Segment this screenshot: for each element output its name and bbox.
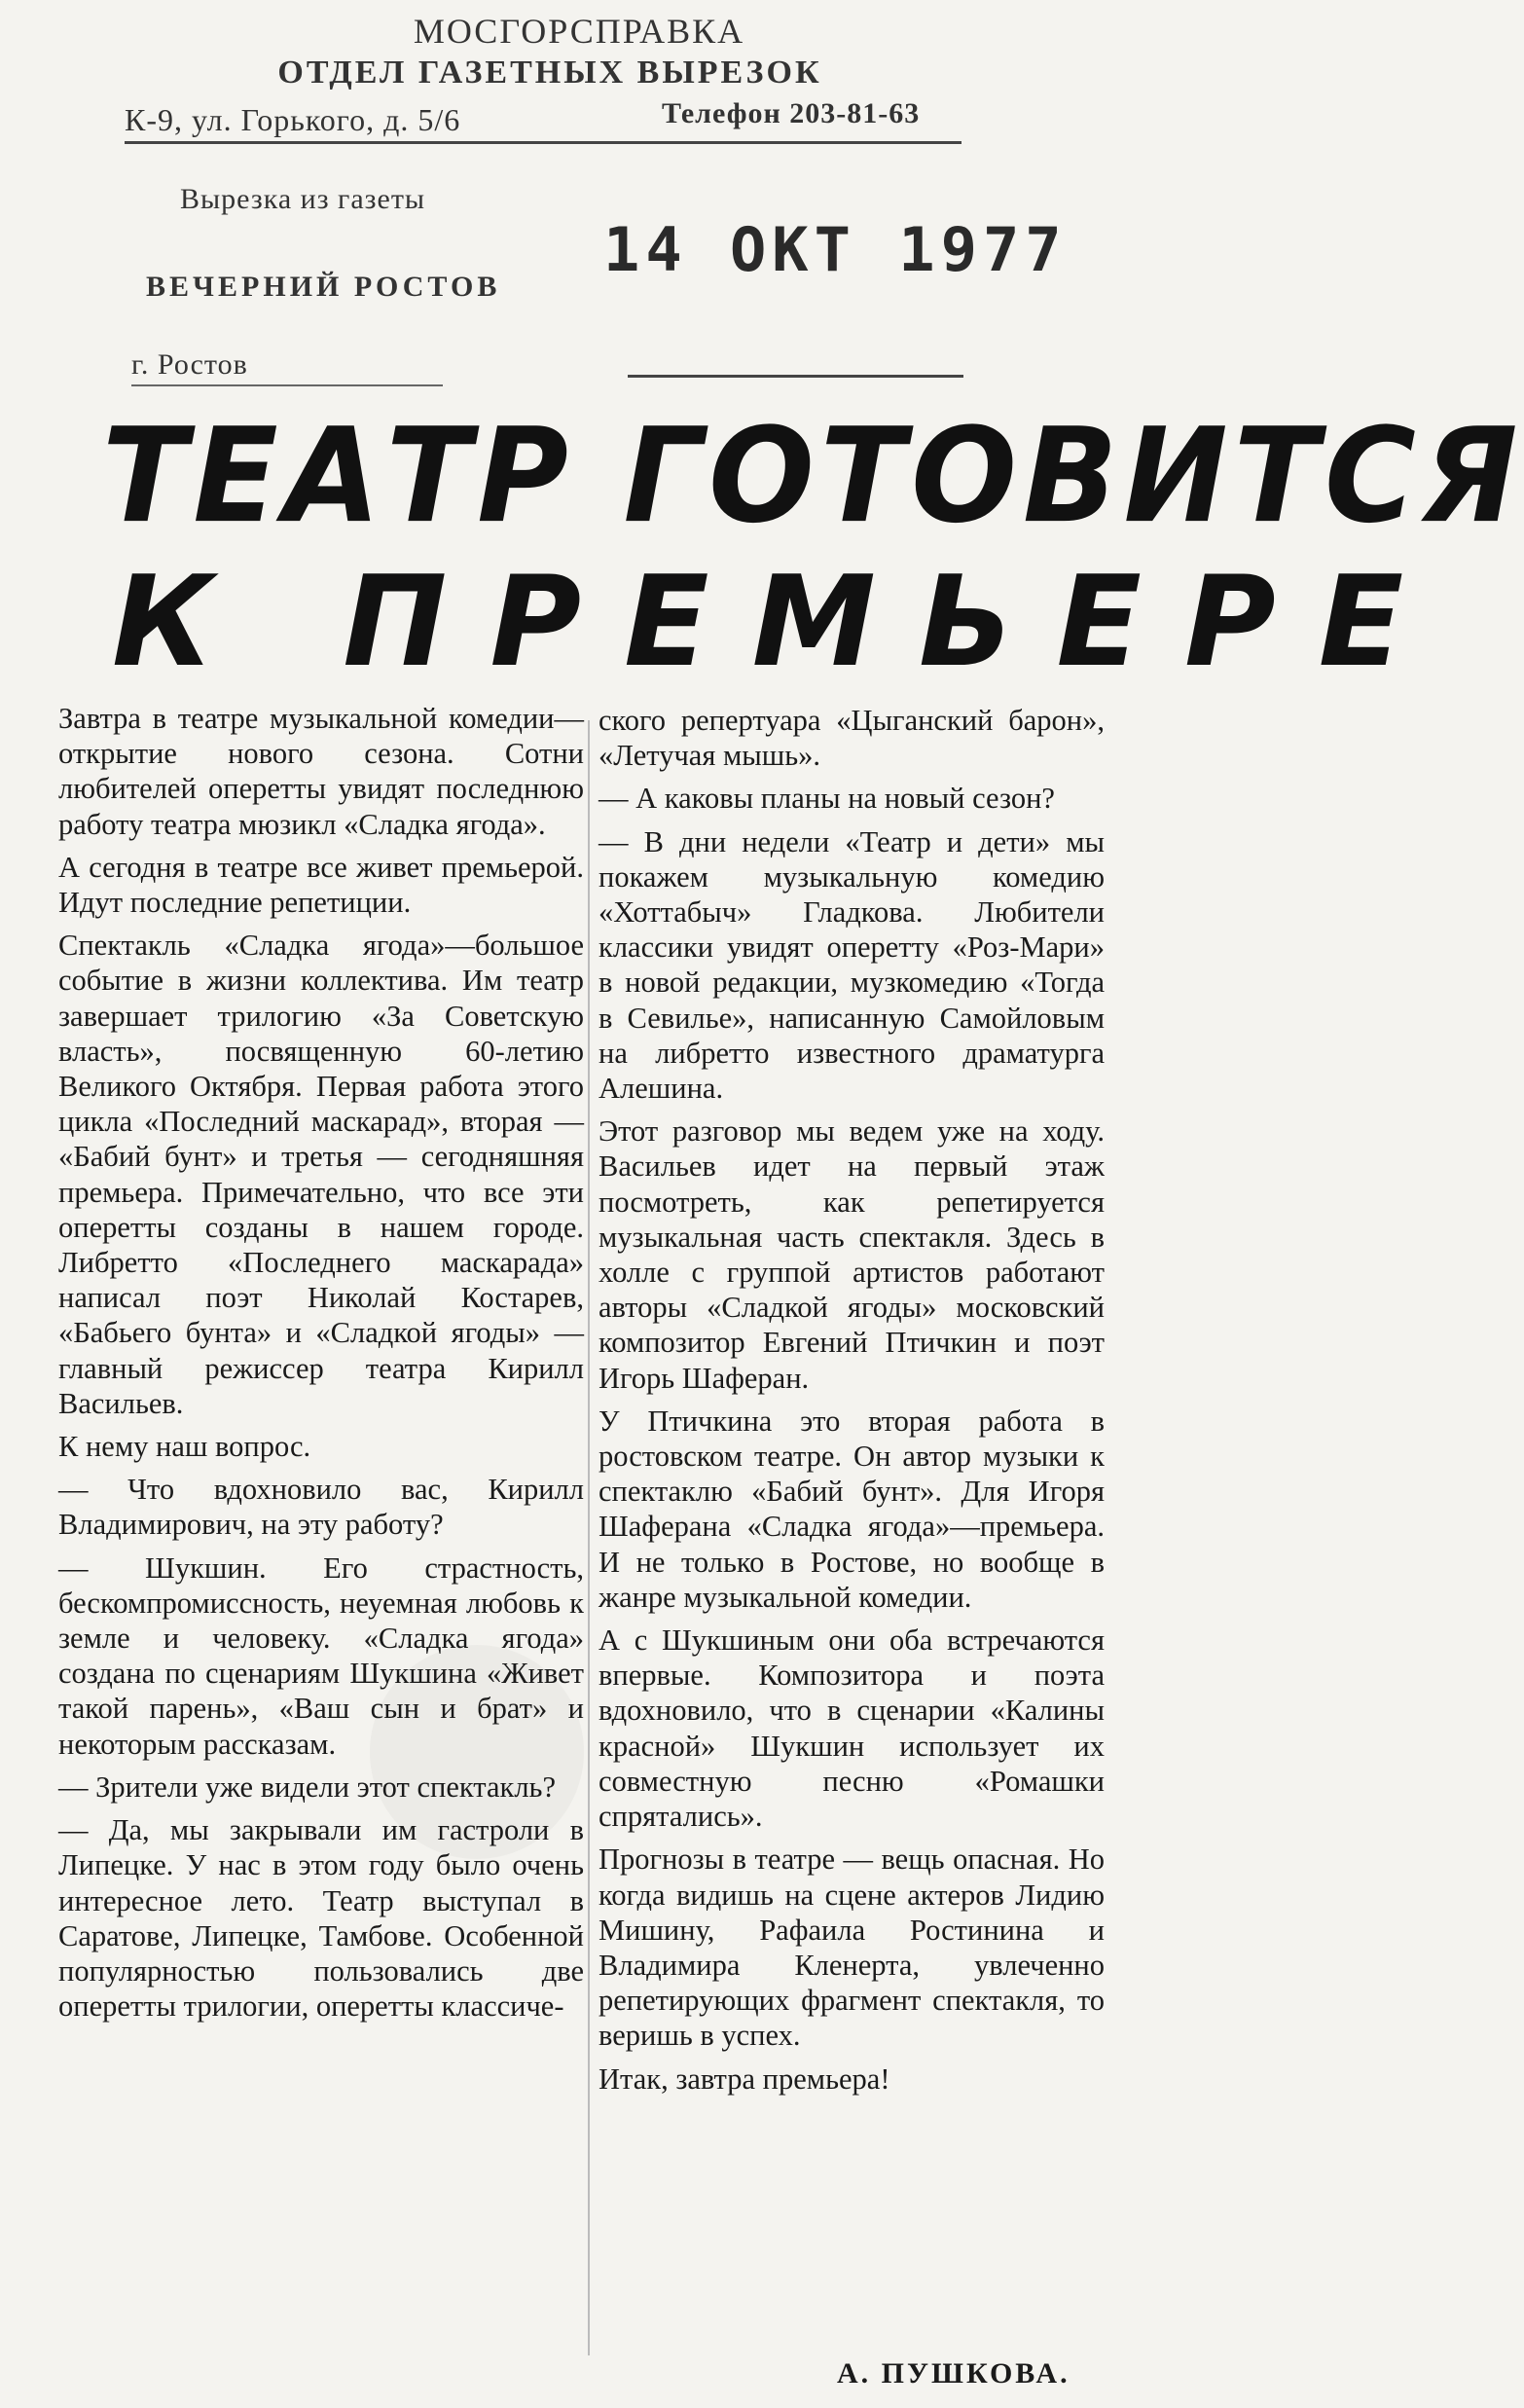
paragraph: Прогнозы в театре — вещь опасная. Но когда видишь на сцене актеров Лидию Мишину, Рафаила Ростинина и Владимира Кленерта, увлеченно репетирующих фрагмент спектакля, то веришь в успех. — [599, 1842, 1105, 2053]
agency-address: К-9, ул. Горького, д. 5/6 — [125, 102, 461, 137]
paragraph: — Что вдохновило вас, Кирилл Владимирович, на эту работу? — [58, 1473, 584, 1542]
department-name: ОТДЕЛ ГАЗЕТНЫХ ВЫРЕЗОК — [277, 55, 822, 91]
headline-line-1: ТЕАТР ГОТОВИТСЯ — [102, 400, 1524, 553]
paragraph: А с Шукшиным они оба встречаются впервые. Композитора и поэта вдохновило, что в сценарии «Калины красной» Шукшин использует их совместную песню «Ромашки спрятались». — [599, 1624, 1105, 1834]
paragraph: — Шукшин. Его страстность, бескомпромиссность, неуемная любовь к земле и человеку. «Сладка ягода» создана по сценариям Шукшина «Живет такой парень», «Ваш сын и брат» и некоторым рассказам. — [58, 1551, 584, 1761]
article-column-right — [599, 703, 1105, 2104]
paragraph: ского репертуара «Цыганский барон», «Летучая мышь». — [599, 704, 1105, 773]
paragraph: — В дни недели «Театр и дети» мы покажем музыкальную комедию «Хоттабыч» Гладкова. Любители классики увидят оперетту «Роз-Мари» в новой редакции, музкомедию «Тогда в Севилье», написанную Самойловым на либретто известного драматурга Алешина. — [599, 824, 1105, 1106]
paragraph: К нему наш вопрос. — [58, 1430, 311, 1464]
paragraph: — Зрители уже видели этот спектакль? — [58, 1770, 556, 1804]
article-column-left — [58, 701, 584, 2031]
agency-phone: Телефон 203-81-63 — [662, 97, 921, 129]
header-rule — [125, 141, 962, 144]
clipping-header — [0, 0, 1145, 409]
date-rule — [628, 375, 963, 378]
column-divider — [588, 720, 590, 2355]
newspaper-name: ВЕЧЕРНИЙ РОСТОВ — [146, 271, 501, 303]
paragraph: А сегодня в театре все живет премьерой. Идут последние репетиции. — [58, 850, 584, 920]
city-rule — [131, 384, 443, 386]
paragraph: — А каковы планы на новый сезон? — [599, 782, 1055, 816]
paragraph: Завтра в театре музыкальной комедии—открытие нового сезона. Сотни любителей оперетты увидят последнюю работу театра мюзикл «Сладка ягода». — [58, 702, 584, 841]
paragraph: У Птичкина это вторая работа в ростовском театре. Он автор музыки к спектаклю «Бабий бунт». Для Игоря Шаферана «Сладка ягода»—премьера. И не только в Ростове, но вообще в жанре музыкальной комедии. — [599, 1404, 1105, 1614]
author-signature: А. ПУШКОВА. — [837, 2357, 1070, 2390]
headline-line-2: К ПРЕМЬЕРЕ — [112, 550, 1447, 695]
date-stamp: 14 ОКТ 1977 — [603, 214, 1068, 285]
agency-name: МОСГОРСПРАВКА — [413, 12, 745, 51]
newspaper-city: г. Ростов — [131, 348, 248, 381]
paragraph: — Да, мы закрывали им гастроли в Липецке. У нас в этом году было очень интересное лето. Театр выступал в Саратове, Липецке, Тамбове. Особенной популярностью пользовались две оперетты трилогии, оперетты классиче- — [58, 1813, 584, 2024]
paragraph: Этот разговор мы ведем уже на ходу. Васильев идет на первый этаж посмотреть, как репетируется музыкальная часть спектакля. Здесь в холле с группой артистов работают авторы «Сладкой ягоды» московский композитор Евгений Птичкин и поэт Игорь Шаферан. — [599, 1114, 1105, 1395]
clip-source-label: Вырезка из газеты — [180, 183, 426, 215]
paragraph: Итак, завтра премьера! — [599, 2061, 890, 2096]
paragraph: Спектакль «Сладка ягода»—большое событие в жизни коллектива. Им театр завершает трилогию «За Советскую власть», посвященную 60-летию Великого Октября. Первая работа этого цикла «Последний маскарад», вторая — «Бабий бунт» и третья — сегодняшняя премьера. Примечательно, что все эти оперетты созданы в нашем городе. Либретто «Последнего маскарада» написал поэт Николай Костарев, «Бабьего бунта» и «Сладкой ягоды» — главный режиссер театра Кирилл Васильев. — [58, 929, 584, 1420]
